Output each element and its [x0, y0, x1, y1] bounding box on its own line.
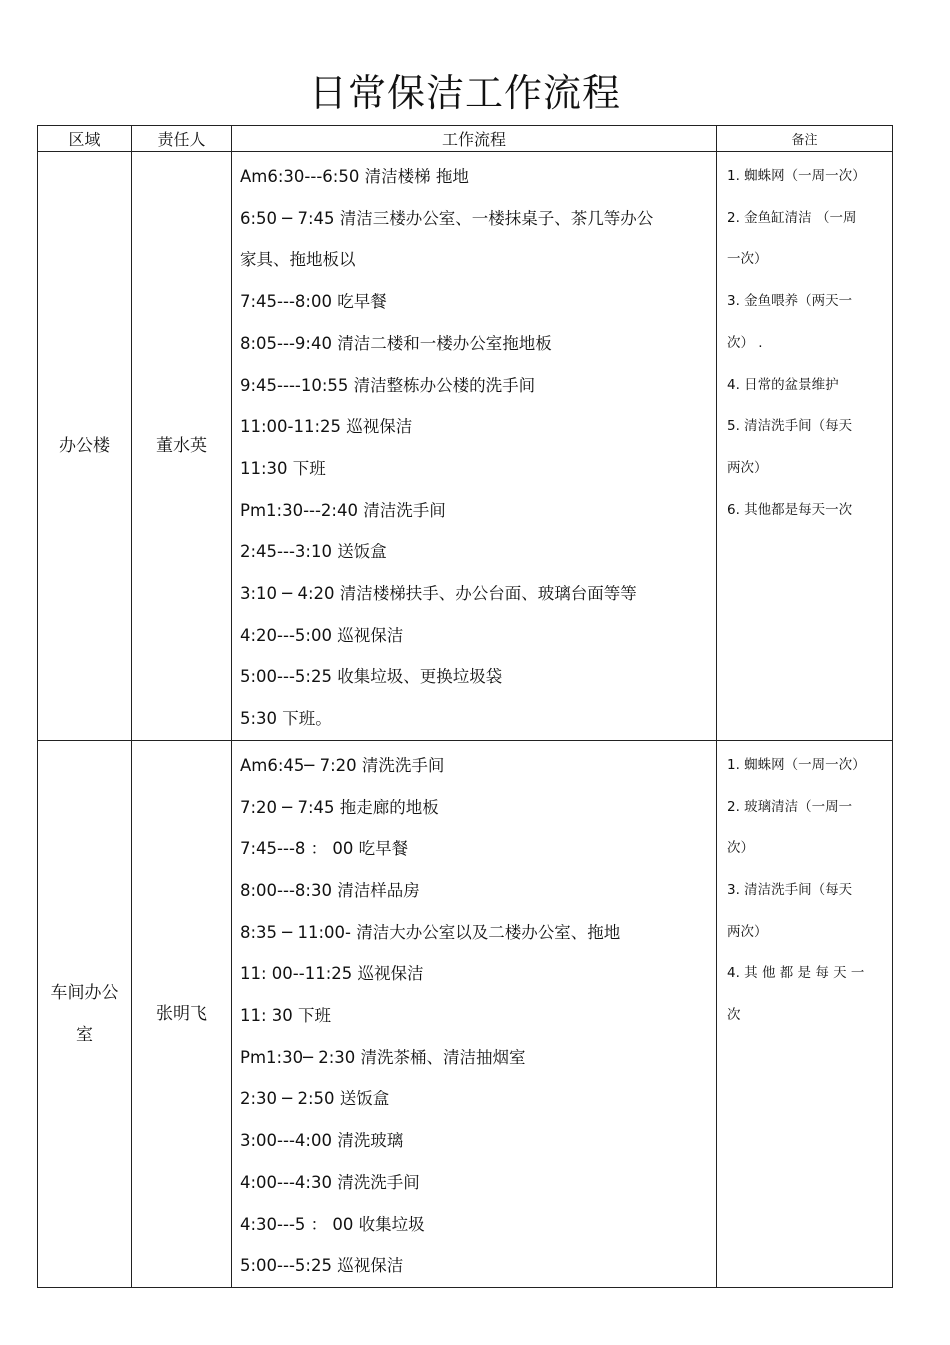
area-line: 室 — [76, 1024, 93, 1045]
note-line: 6. 其他都是每天一次 — [727, 501, 853, 518]
note-line: 两次） — [727, 459, 768, 476]
process-line: Pm1:30---2:40 清洁洗手间 — [240, 500, 446, 520]
note-line: 2. 金鱼缸清洁 （一周 — [727, 209, 857, 226]
process-line: 4:00---4:30 清洗洗手间 — [240, 1172, 420, 1192]
note-line: 4. 其 他 都 是 每 天 一 — [727, 965, 865, 982]
process-line: 2:45---3:10 送饭盒 — [240, 542, 387, 562]
process-line: 11:30 下班 — [240, 458, 326, 478]
note-line: 两次） — [727, 923, 768, 940]
note-line: 4. 日常的盆景维护 — [727, 376, 839, 393]
process-line: 8:05---9:40 清洁二楼和一楼办公室拖地板 — [240, 333, 552, 353]
header-area: 区域 — [38, 126, 132, 152]
process-line: 2:30 ─ 2:50 送饭盒 — [240, 1089, 390, 1109]
notes-cell — [717, 740, 893, 1287]
process-line: Am6:30---6:50 清洁楼梯 拖地 — [240, 167, 469, 186]
header-person: 责任人 — [132, 126, 232, 152]
process-line: 11: 30 下班 — [240, 1006, 332, 1026]
note-line: 次 — [727, 1007, 741, 1024]
notes-cell — [717, 152, 893, 741]
process-line: 8:00---8:30 清洁样品房 — [240, 880, 420, 900]
header-process: 工作流程 — [232, 126, 717, 152]
process-line: 6:50 ─ 7:45 清洁三楼办公室、一楼抹桌子、茶几等办公 — [240, 208, 654, 228]
area-cell — [38, 740, 132, 1287]
process-line: 11: 00--11:25 巡视保洁 — [240, 964, 424, 984]
process-line: 4:20---5:00 巡视保洁 — [240, 625, 404, 645]
process-line: 5:00---5:25 巡视保洁 — [240, 1256, 404, 1276]
note-line: 2. 玻璃清洁（一周一 — [727, 798, 853, 815]
process-line: 9:45----10:55 清洁整栋办公楼的洗手间 — [240, 375, 536, 395]
note-line: 次） . — [727, 334, 763, 351]
process-line: 7:45---8 ： 00 吃早餐 — [240, 839, 409, 859]
note-line: 5. 清洁洗手间（每天 — [727, 418, 853, 435]
table-row — [38, 740, 893, 1287]
process-line: 家具、拖地板以 — [240, 250, 356, 270]
page-title: 日常保洁工作流程 — [308, 71, 621, 115]
process-line: 5:00---5:25 收集垃圾、更换垃圾袋 — [240, 667, 503, 687]
cleaning-schedule-table — [37, 125, 893, 1288]
note-line: 次） — [727, 840, 754, 857]
note-line: 1. 蜘蛛网（一周一次） — [727, 756, 866, 773]
process-line: Am6:45─ 7:20 清洗洗手间 — [240, 755, 445, 775]
process-line: 7:20 ─ 7:45 拖走廊的地板 — [240, 797, 439, 817]
process-cell — [232, 152, 717, 741]
process-line: 4:30---5 ： 00 收集垃圾 — [240, 1214, 425, 1234]
note-line: 一次） — [727, 251, 768, 268]
process-cell — [232, 740, 717, 1287]
header-row — [38, 126, 893, 152]
header-notes: 备注 — [717, 126, 893, 152]
process-line: 11:00-11:25 巡视保洁 — [240, 417, 413, 437]
area-line: 车间办公 — [50, 982, 119, 1003]
process-line: 7:45---8:00 吃早餐 — [240, 292, 387, 312]
note-line: 3. 金鱼喂养（两天一 — [727, 293, 853, 310]
process-line: 5:30 下班。 — [240, 709, 332, 729]
process-line: 8:35 ─ 11:00- 清洁大办公室以及二楼办公室、拖地 — [240, 922, 621, 942]
note-line: 3. 清洁洗手间（每天 — [727, 881, 853, 898]
person-cell: 张明飞 — [132, 740, 232, 1287]
person-cell: 董水英 — [132, 152, 232, 741]
table-row — [38, 152, 893, 741]
note-line: 1. 蜘蛛网（一周一次） — [727, 168, 866, 184]
process-line: 3:00---4:00 清洗玻璃 — [240, 1131, 404, 1151]
process-line: Pm1:30─ 2:30 清洗茶桶、清洁抽烟室 — [240, 1047, 526, 1067]
process-line: 3:10 ─ 4:20 清洁楼梯扶手、办公台面、玻璃台面等等 — [240, 584, 637, 604]
area-cell: 办公楼 — [38, 152, 132, 741]
